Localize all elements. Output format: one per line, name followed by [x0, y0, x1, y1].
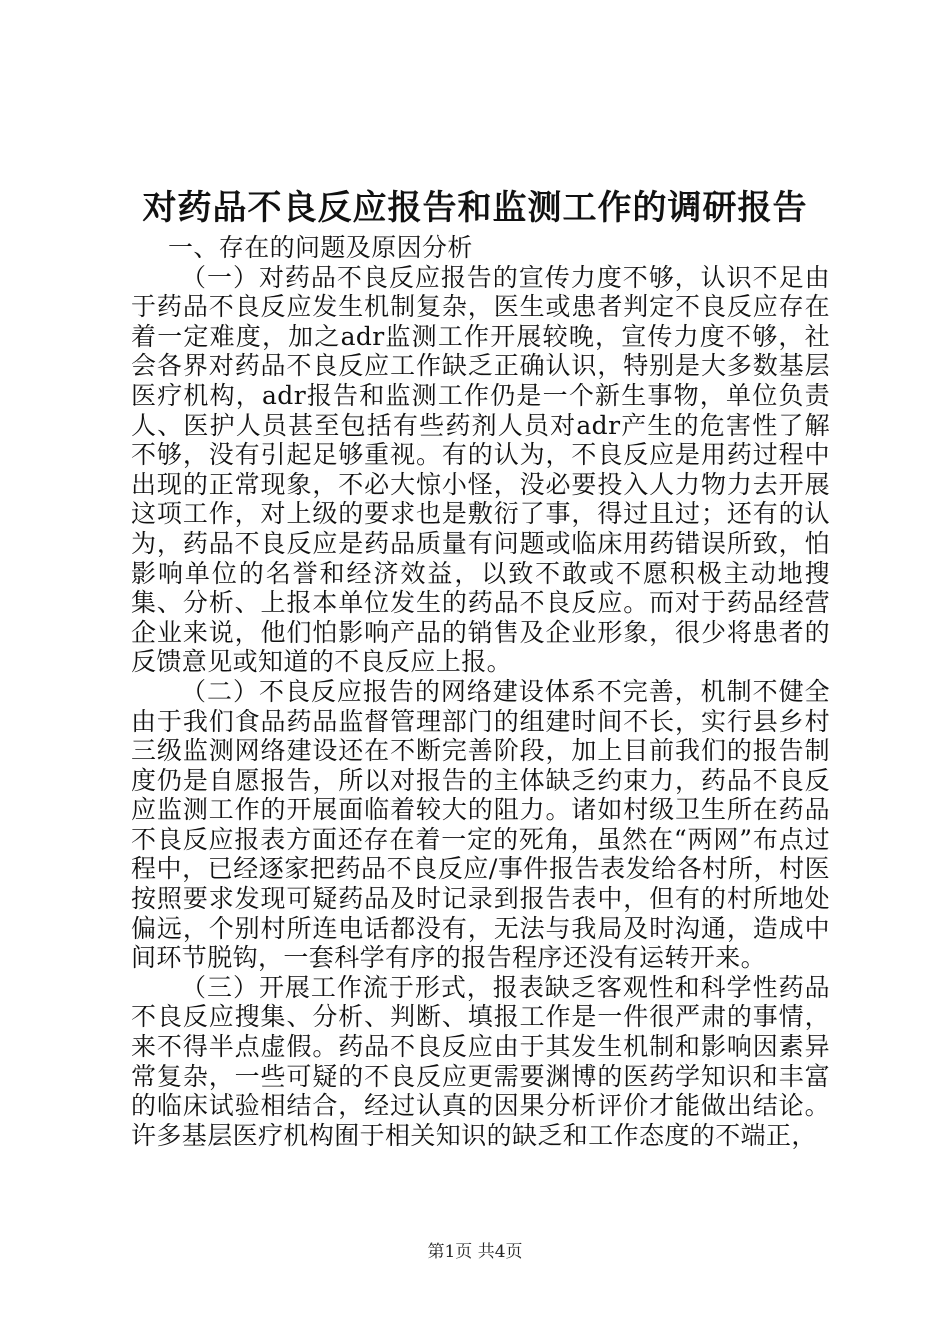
page-footer: 第1页 共4页: [427, 1242, 523, 1262]
document-body: [131, 233, 830, 1150]
paragraph-1: （一）对药品不良反应报告的宣传力度不够，认识不足由于药品不良反应发生机制复杂，医生或患者判定不良反应存在着一定难度，加之adr监测工作开展较晚，宣传力度不够，社会各界对药品不良反应工作缺乏正确认识，特别是大多数基层医疗机构，adr报告和监测工作仍是一个新生事物，单位负责人、医护人员甚至包括有些药剂人员对adr产生的危害性了解不够，没有引起足够重视。有的认为，不良反应是用药过程中出现的正常现象，不必大惊小怪，没必要投入人力物力去开展这项工作，对上级的要求也是敷衍了事，得过且过；还有的认为，药品不良反应是药品质量有问题或临床用药错误所致，怕影响单位的名誉和经济效益，以致不敢或不愿积极主动地搜集、分析、上报本单位发生的药品不良反应。而对于药品经营企业来说，他们怕影响产品的销售及企业形象，很少将患者的反馈意见或知道的不良反应上报。: [131, 262, 830, 677]
paragraph-3: （三）开展工作流于形式，报表缺乏客观性和科学性药品不良反应搜集、分析、判断、填报工作是一件很严肃的事情，来不得半点虚假。药品不良反应由于其发生机制和影响因素异常复杂，一些可疑的不良反应更需要渊博的医药学知识和丰富的临床试验相结合，经过认真的因果分析评价才能做出结论。许多基层医疗机构囿于相关知识的缺乏和工作态度的不端正，: [131, 972, 830, 1150]
document-title: 对药品不良反应报告和监测工作的调研报告: [142, 188, 808, 228]
paragraph-2: （二）不良反应报告的网络建设体系不完善，机制不健全由于我们食品药品监督管理部门的组建时间不长，实行县乡村三级监测网络建设还在不断完善阶段，加上目前我们的报告制度仍是自愿报告，所以对报告的主体缺乏约束力，药品不良反应监测工作的开展面临着较大的阻力。诸如村级卫生所在药品不良反应报表方面还存在着一定的死角，虽然在“两网”布点过程中，已经逐家把药品不良反应/事件报告表发给各村所，村医按照要求发现可疑药品及时记录到报告表中，但有的村所地处偏远，个别村所连电话都没有，无法与我局及时沟通，造成中间环节脱钩，一套科学有序的报告程序还没有运转开来。: [131, 676, 830, 973]
section-heading: 一、存在的问题及原因分析: [168, 233, 473, 262]
